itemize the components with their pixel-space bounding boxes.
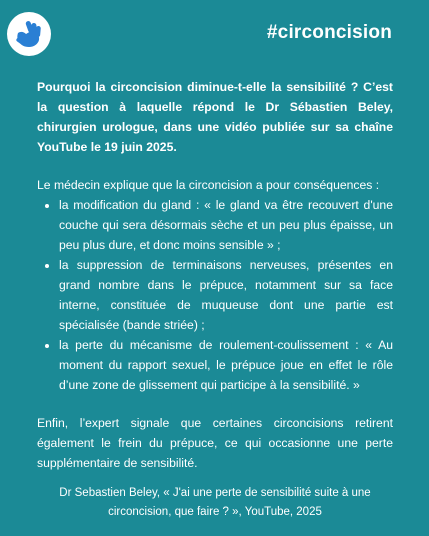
hashtag-title: #circoncision [266, 22, 392, 43]
list-item: • la perte du mécanisme de roulement-coulissement : « Au moment du rapport sexuel, le prépuce joue en effet le rôle d’une zone de glissement qui participe à la sensibilité. » [59, 335, 393, 395]
list-item: • la modification du gland : « le gland va être recouvert d'une couche qui sera désormais sèche et un peu plus épaisse, un peu plus dure, et donc moins sensible » ; [59, 195, 393, 255]
intro-paragraph: Pourquoi la circoncision diminue-t-elle la sensibilité ? C’est la question à laquelle répond le Dr Sébastien Beley, chirurgien urologue, dans une vidéo publiée sur sa chaîne YouTube le 19 juin 2025. [37, 80, 393, 154]
logo [7, 12, 51, 56]
list-item: • la suppression de terminaisons nerveuses, présentes en grand nombre dans le prépuce, notamment sur sa face interne, constituée de muqueuse dont une partie est spécialisée (bande striée) ; [59, 255, 393, 335]
hand-icon [12, 17, 46, 51]
article-body [37, 77, 393, 473]
conclusion-paragraph: Enfin, l’expert signale que certaines circoncisions retirent également le frein du prépuce, ce qui occasionne une perte supplémentaire de sensibilité. [37, 416, 393, 470]
source-citation: Dr Sebastien Beley, « J'ai une perte de sensibilité suite à une circoncision, que faire ? », YouTube, 2025 [59, 487, 371, 518]
consequences-list [37, 195, 393, 395]
lead-paragraph: Le médecin explique que la circoncision a pour conséquences : [37, 178, 380, 192]
